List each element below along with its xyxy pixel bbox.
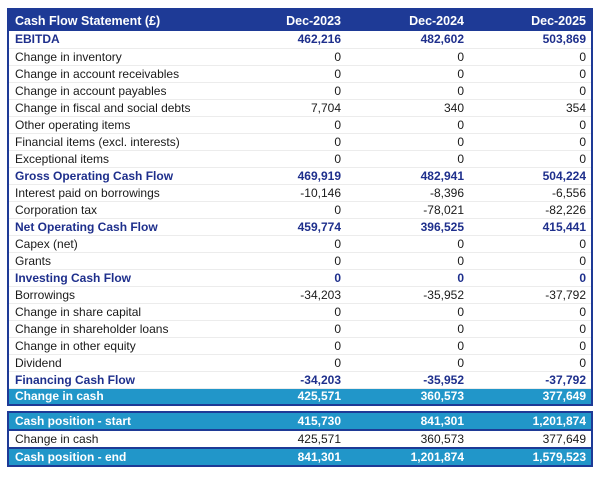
table-row [8,133,592,150]
cell-value: 0 [223,48,346,65]
cell-value: 0 [223,65,346,82]
cell-value: 0 [469,235,592,252]
cell-value: 425,571 [223,430,346,448]
cell-value: 0 [223,303,346,320]
table-row [8,286,592,303]
cell-value: 0 [346,320,469,337]
table-row [8,235,592,252]
row-label: Financing Cash Flow [8,371,223,388]
row-label: Dividend [8,354,223,371]
cell-value: 0 [469,320,592,337]
cash-position-rows [8,412,592,466]
cell-value: 0 [469,82,592,99]
row-label: Other operating items [8,116,223,133]
cell-value: 0 [469,150,592,167]
cell-value: 7,704 [223,99,346,116]
table-row [8,320,592,337]
row-label: Change in cash [8,430,223,448]
table-row [8,99,592,116]
cell-value: 462,216 [297,32,341,47]
row-label: Change in shareholder loans [8,320,223,337]
table-row [8,116,592,133]
row-label: Cash position - start [8,412,223,430]
cell-value: 0 [346,337,469,354]
cell-value: -10,146 [223,184,346,201]
table-row [8,184,592,201]
cell-value: 0 [346,48,469,65]
row-label: Investing Cash Flow [8,269,223,286]
cell-value: 0 [346,235,469,252]
row-label: Borrowings [8,286,223,303]
cell-value: -6,556 [469,184,592,201]
cell-value: 1,201,874 [346,448,469,466]
cell-value: 1,579,523 [469,448,592,466]
cell-value: 0 [346,133,469,150]
cell-value: 0 [346,116,469,133]
cell-value: 0 [346,269,469,286]
cell-value: 0 [346,354,469,371]
cell-value: -37,792 [469,286,592,303]
row-label: Change in inventory [8,48,223,65]
cell-value: 415,441 [469,218,592,235]
cell-value: 354 [469,99,592,116]
row-label: Exceptional items [8,150,223,167]
cell-value: 0 [223,82,346,99]
cell-value: 482,602 [420,32,464,47]
section-row [8,371,592,388]
cell-value: 0 [346,252,469,269]
cell-value: 0 [469,337,592,354]
cell-value: 1,201,874 [469,412,592,430]
highlight-row [8,448,592,466]
cell-value: -82,226 [469,201,592,218]
cell-value: 0 [223,133,346,150]
cell-value: 841,301 [346,412,469,430]
cell-value: 377,649 [469,388,592,405]
cell-value: 0 [469,252,592,269]
row-label: Cash position - end [8,448,223,466]
cell-value: 0 [223,116,346,133]
row-label: Change in cash [8,388,223,405]
cell-value: -35,952 [346,371,469,388]
cash-flow-rows [8,31,592,405]
cell-value: 0 [346,150,469,167]
row-label: Change in other equity [8,337,223,354]
cell-value: 360,573 [346,430,469,448]
column-header-dec-2025: Dec-2025 [469,9,592,31]
cell-value: -35,952 [346,286,469,303]
cell-value: 396,525 [346,218,469,235]
column-header-dec-2024: Dec-2024 [346,9,469,31]
cell-value: 0 [223,320,346,337]
row-label: Net Operating Cash Flow [8,218,223,235]
cell-value: 503,869 [542,32,586,47]
table-row [8,252,592,269]
cell-value: 0 [223,252,346,269]
table-row [8,430,592,448]
cell-value: -34,203 [223,286,346,303]
cell-value: 0 [469,354,592,371]
table-row [8,303,592,320]
cell-value: 360,573 [346,388,469,405]
table-row [8,82,592,99]
cell-value: 0 [223,337,346,354]
cash-flow-table [7,8,593,406]
row-label: Change in account receivables [8,65,223,82]
row-label: Interest paid on borrowings [8,184,223,201]
cell-value: 482,941 [346,167,469,184]
cell-value: 0 [346,303,469,320]
cell-value: -37,792 [469,371,592,388]
cell-value: -34,203 [223,371,346,388]
row-label: Capex (net) [8,235,223,252]
row-label: Change in account payables [8,82,223,99]
row-label: Grants [8,252,223,269]
section-row [8,218,592,235]
cash-position-table [7,411,593,467]
row-label: Change in fiscal and social debts [8,99,223,116]
cell-value: 0 [223,150,346,167]
row-label: EBITDA [15,32,60,47]
cell-value: 459,774 [223,218,346,235]
cell-value: 0 [223,269,346,286]
cell-value: 0 [469,48,592,65]
cell-value: 469,919 [223,167,346,184]
header-row [8,9,592,31]
table-row [8,201,592,218]
highlight-row [8,412,592,430]
cell-value: 0 [223,201,346,218]
highlight-row [8,388,592,405]
row-label: Financial items (excl. interests) [8,133,223,150]
cell-value: 377,649 [469,430,592,448]
cell-value: 425,571 [223,388,346,405]
table-row [8,48,592,65]
section-row [8,31,592,48]
cell-value: 841,301 [223,448,346,466]
table-title: Cash Flow Statement (£) [8,9,223,31]
row-label: Gross Operating Cash Flow [8,167,223,184]
cell-value: 0 [469,303,592,320]
cell-value: 340 [346,99,469,116]
cell-value: 0 [469,269,592,286]
cell-value: 0 [346,82,469,99]
cell-value: 0 [223,354,346,371]
cell-value: 504,224 [469,167,592,184]
cell-value: 0 [346,65,469,82]
column-header-dec-2023: Dec-2023 [223,9,346,31]
section-row [8,269,592,286]
table-row [8,150,592,167]
cell-value: 415,730 [223,412,346,430]
cell-value: 0 [469,65,592,82]
cell-value: -78,021 [346,201,469,218]
table-row [8,354,592,371]
cell-value: 0 [469,116,592,133]
row-label: Change in share capital [8,303,223,320]
cell-value: -8,396 [346,184,469,201]
row-label: Corporation tax [8,201,223,218]
table-row [8,337,592,354]
section-row [8,167,592,184]
table-row [8,65,592,82]
cell-value: 0 [223,235,346,252]
cell-value: 0 [469,133,592,150]
